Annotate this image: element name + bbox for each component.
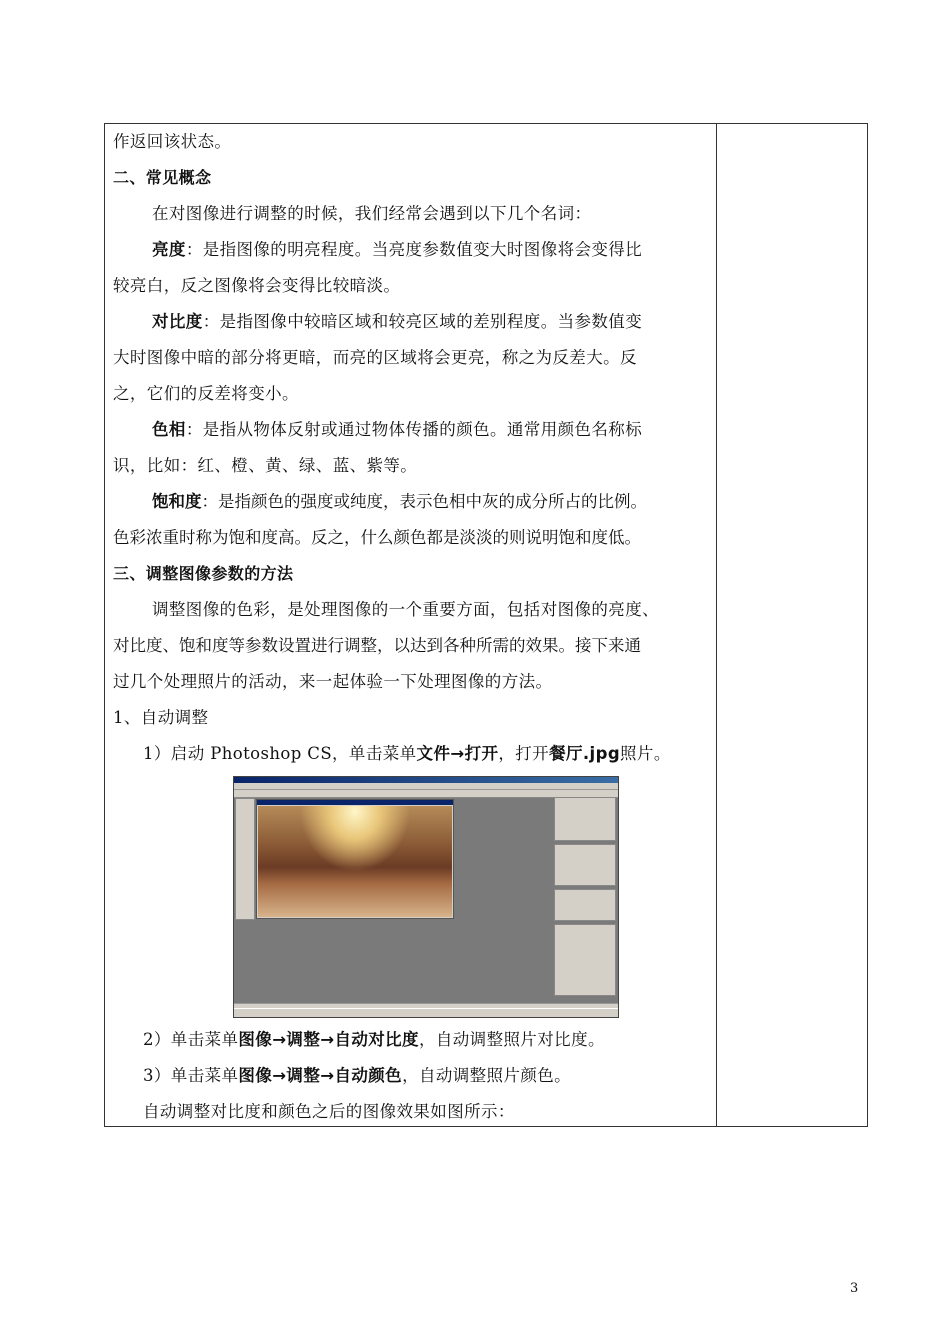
step-1 <box>113 736 709 772</box>
text-line: 作返回该状态。 <box>113 132 232 151</box>
page-number: 3 <box>850 1281 859 1296</box>
brightness-term: 亮度 <box>152 240 186 259</box>
brightness-definition <box>113 232 709 268</box>
brightness-text: ：是指图像的明亮程度。当亮度参数值变大时图像将会变得比 <box>185 240 643 259</box>
saturation-text: ：是指颜色的强度或纯度，表示色相中灰的成分所占的比例。 <box>201 492 647 511</box>
screenshot-panels <box>554 797 616 999</box>
column-divider <box>716 124 717 1126</box>
photoshop-screenshot <box>233 776 619 1018</box>
auto-adjust-heading: 1、自动调整 <box>113 708 209 727</box>
method-continuation: 对比度、饱和度等参数设置进行调整，以达到各种所需的效果。接下来通 <box>113 636 641 655</box>
screenshot-document-window <box>256 799 454 919</box>
method-continuation: 过几个处理照片的活动，来一起体验一下处理图像的方法。 <box>113 672 553 691</box>
contrast-continuation: 大时图像中暗的部分将更暗，而亮的区域将会更亮，称之为反差大。反 <box>113 348 637 367</box>
step-3 <box>113 1058 709 1094</box>
step-1-filename: 餐厅.jpg <box>549 744 621 763</box>
section-heading-methods: 三、调整图像参数的方法 <box>113 564 294 583</box>
figure-row <box>113 772 709 1022</box>
navigator-panel <box>554 797 616 841</box>
hue-continuation: 识，比如：红、橙、黄、绿、蓝、紫等。 <box>113 456 418 475</box>
hue-term: 色相 <box>152 420 186 439</box>
screenshot-menubar <box>234 783 618 790</box>
contrast-term: 对比度 <box>152 312 203 331</box>
step-1-text: 1）启动 Photoshop CS，单击菜单 <box>143 744 417 763</box>
step-1-text: ，打开 <box>498 744 550 763</box>
screenshot-document-titlebar <box>257 800 453 805</box>
content-table <box>104 123 868 1127</box>
step-2-text: ，自动调整照片对比度。 <box>418 1030 605 1049</box>
hue-text: ：是指从物体反射或通过物体传播的颜色。通常用颜色名称标 <box>185 420 643 439</box>
step-1-text: 照片。 <box>620 744 671 763</box>
result-caption: 自动调整对比度和颜色之后的图像效果如图所示： <box>143 1102 515 1121</box>
step-2-menu-path: 图像→调整→自动对比度 <box>238 1030 419 1049</box>
screenshot-toolbox <box>235 798 255 920</box>
history-panel <box>554 889 616 921</box>
step-3-text: ，自动调整照片颜色。 <box>402 1066 572 1085</box>
hue-definition <box>113 412 709 448</box>
intro-paragraph: 在对图像进行调整的时候，我们经常会遇到以下几个名词： <box>152 204 592 223</box>
step-1-menu-path: 文件→打开 <box>416 744 499 763</box>
saturation-definition <box>113 484 709 520</box>
brightness-continuation: 较亮白，反之图像将会变得比较暗淡。 <box>113 276 401 295</box>
contrast-text: ：是指图像中较暗区域和较亮区域的差别程度。当参数值变 <box>202 312 643 331</box>
step-3-text: 3）单击菜单 <box>143 1066 239 1085</box>
saturation-continuation: 色彩浓重时称为饱和度高。反之，什么颜色都是淡淡的则说明饱和度低。 <box>113 528 641 547</box>
main-cell <box>113 124 709 1130</box>
section-heading-concepts: 二、常见概念 <box>113 168 212 187</box>
saturation-term: 饱和度 <box>152 492 202 511</box>
step-2-text: 2）单击菜单 <box>143 1030 239 1049</box>
restaurant-photo <box>258 806 452 917</box>
step-2 <box>113 1022 709 1058</box>
contrast-continuation: 之，它们的反差将变小。 <box>113 384 299 403</box>
color-panel <box>554 844 616 886</box>
contrast-definition <box>113 304 709 340</box>
method-paragraph: 调整图像的色彩，是处理图像的一个重要方面，包括对图像的亮度、 <box>152 600 659 619</box>
screenshot-taskbar <box>234 1008 618 1017</box>
layers-panel <box>554 924 616 996</box>
step-3-menu-path: 图像→调整→自动颜色 <box>238 1066 403 1085</box>
